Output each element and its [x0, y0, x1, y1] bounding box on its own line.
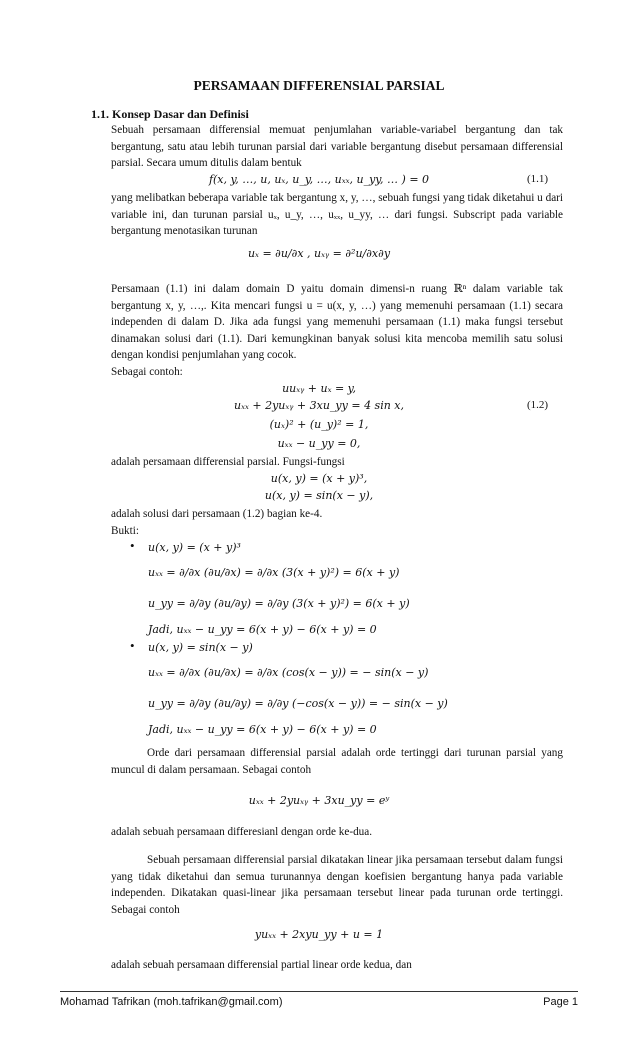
paragraph-3: Persamaan (1.1) ini dalam domain D yaitu domain dimensi-n ruang ℝⁿ dalam variable tak bergantung x, y, …,. Kita mencari fungsi u = u(x, y, …) yang memenuhi persamaan (1.1) secara independen di dalam D. Jika ada fungsi yang memenuhi persamaan (1.1) maka fungsi tersebut dinamakan solusi dari (1.1). Dari kemungkinan banyak solusi kita mencoba memilih satu solusi dengan kondisi penjumlahan yang cocok. [111, 283, 563, 362]
equation-1-2-line-3: (uₓ)² + (u_y)² = 1, [269, 418, 369, 431]
paragraph-8: Sebuah persamaan differensial parsial dikatakan linear jika persamaan tersebut dalam fungsi yang tidak diketahui dan semua turunannya dengan koefisien bergantung hanya pada variable independen. Dikatakan quasi-linear jika persamaan tersebut linear pada turunan orde tertinggi. Sebagai contoh [111, 854, 563, 916]
paragraph-9: adalah sebuah persamaan differensial partial linear orde kedua, dan [111, 959, 412, 971]
equation-linear-example: yuₓₓ + 2xyu_yy + u = 1 [254, 928, 384, 941]
section-heading: 1.1. Konsep Dasar dan Definisi [91, 107, 249, 121]
equation-order-example: uₓₓ + 2yuₓᵧ + 3xu_yy = eʸ [248, 794, 390, 807]
paragraph-2: yang melibatkan beberapa variable tak bergantung x, y, …, sebuah fungsi yang tidak diketahui u dari variable ini, dan turunan parsial uₓ, u_y, …, uₓₓ, u_yy, … dari fungsi. Subscript pada variable bergantung menotasikan turunan [111, 192, 563, 238]
subscript-notation-equation: uₓ = ∂u/∂x , uₓᵧ = ∂²u/∂x∂y [247, 247, 391, 260]
proof-1-line-1: u(x, y) = (x + y)³ [148, 541, 241, 554]
proof-2-line-3: u_yy = ∂/∂y (∂u/∂y) = ∂/∂y (−cos(x − y)) = − sin(x − y) [148, 697, 448, 710]
equation-1-1-number: (1.1) [527, 173, 549, 185]
footer-divider [60, 991, 578, 992]
equation-1-2-line-4: uₓₓ − u_yy = 0, [277, 437, 361, 450]
paragraph-6: Orde dari persamaan differensial parsial adalah orde tertinggi dari turunan parsial yang muncul di dalam persamaan. Sebagai contoh [111, 747, 563, 776]
proof-2-line-2: uₓₓ = ∂/∂x (∂u/∂x) = ∂/∂x (cos(x − y)) = − sin(x − y) [148, 666, 429, 679]
footer-author: Mohamad Tafrikan (moh.tafrikan@gmail.com) [60, 996, 283, 1008]
paragraph-1: Sebuah persamaan differensial memuat penjumlahan variable-variabel bergantung dan tak bergantung, satu atau lebih turunan parsial dari variable bergantung disebut persamaan differensial parsial. Secara umum ditulis dalam bentuk [111, 124, 563, 170]
example-intro: Sebagai contoh: [111, 366, 183, 378]
equation-1-2-number: (1.2) [527, 399, 549, 411]
equation-1-2-line-1: uuₓᵧ + uₓ = y, [282, 382, 356, 395]
solution-function-2: u(x, y) = sin(x − y), [264, 489, 374, 502]
proof-1-line-2: uₓₓ = ∂/∂x (∂u/∂x) = ∂/∂x (3(x + y)²) = 6(x + y) [148, 566, 400, 579]
proof-2-conclusion: Jadi, uₓₓ − u_yy = 6(x + y) − 6(x + y) = 0 [148, 723, 377, 736]
proof-label: Bukti: [111, 525, 139, 537]
solution-function-1: u(x, y) = (x + y)³, [270, 472, 368, 485]
footer-page-number: Page 1 [543, 996, 578, 1008]
page-title: PERSAMAAN DIFFERENSIAL PARSIAL [193, 78, 445, 93]
equation-1-2-line-2: uₓₓ + 2yuₓᵧ + 3xu_yy = 4 sin x, [233, 399, 405, 412]
paragraph-5: adalah solusi dari persamaan (1.2) bagian ke-4. [111, 508, 323, 520]
proof-2-line-1: u(x, y) = sin(x − y) [148, 641, 253, 654]
proof-1-conclusion: Jadi, uₓₓ − u_yy = 6(x + y) − 6(x + y) = 0 [148, 623, 377, 636]
proof-1-line-3: u_yy = ∂/∂y (∂u/∂y) = ∂/∂y (3(x + y)²) = 6(x + y) [148, 597, 410, 610]
bullet-icon: • [130, 538, 135, 553]
bullet-icon: • [130, 638, 135, 653]
paragraph-4: adalah persamaan differensial parsial. Fungsi-fungsi [111, 456, 345, 468]
equation-1-1: f(x, y, …, u, uₓ, u_y, …, uₓₓ, u_yy, … ) = 0 [208, 173, 430, 186]
paragraph-7: adalah sebuah persamaan differesianl dengan orde ke-dua. [111, 826, 373, 838]
